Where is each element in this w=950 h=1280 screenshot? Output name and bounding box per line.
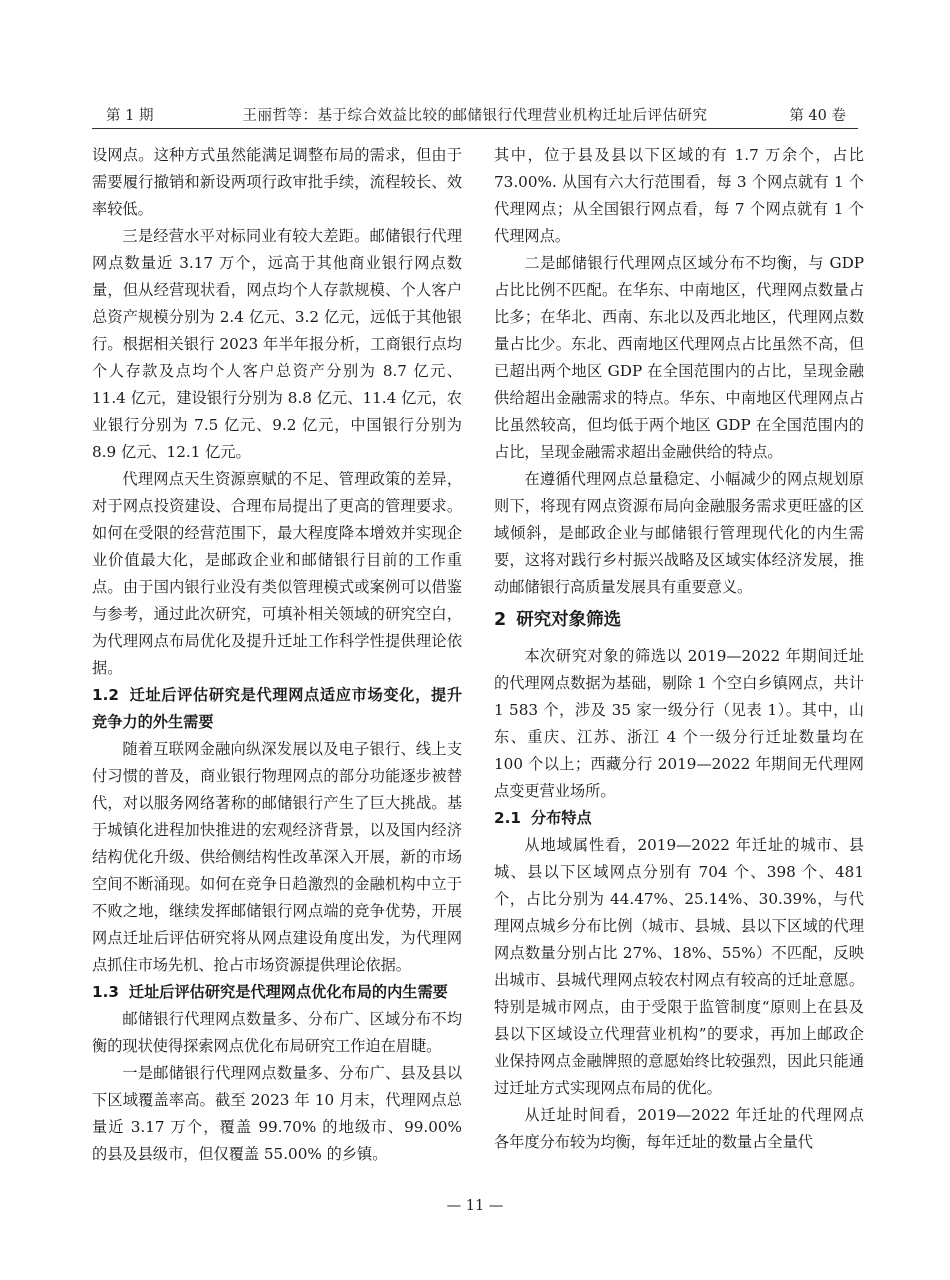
header-rule bbox=[92, 128, 858, 129]
section-number: 1.2 bbox=[92, 686, 119, 704]
paragraph: 代理网点天生资源禀赋的不足、管理政策的差异，对于网点投资建设、合理布局提出了更高的管理要求。如何在受限的经营范围下，最大程度降本增效并实现企业价值最大化，是邮政企业和邮储银行目前的工作重点。由于国内银行业没有类似管理模式或案例可以借鉴与参考，通过此次研究，可填补相关领域的研究空白，为代理网点布局优化及提升迁址工作科学性提供理论依据。 bbox=[92, 470, 462, 677]
issue-number: 第 1 期 bbox=[106, 108, 154, 124]
paragraph: 二是邮储银行代理网点区域分布不均衡，与 GDP 占比比例不匹配。在华东、中南地区，代理网点数量占比多；在华北、西南、东北以及西北地区，代理网点数量占比少。东北、西南地区代理网点占比虽然不高，但已超出两个地区 GDP 在全国范围内的占比，呈现金融供给超出金融需求的特点。华东、中南地区代理网点占比虽然较高，但均低于两个地区 GDP 在全国范围内的占比，呈现金融需求超出金融供给的特点。 bbox=[494, 254, 864, 461]
volume-number: 第 40 卷 bbox=[789, 108, 846, 124]
section-heading-1-3 bbox=[92, 979, 462, 1006]
section-heading-2-1 bbox=[494, 805, 864, 832]
paragraph: 三是经营水平对标同业有较大差距。邮储银行代理网点数量近 3.17 万个，远高于其他商业银行网点数量，但从经营现状看，网点均个人存款规模、个人客户总资产规模分别为 2.4 亿元、3.2 亿元，远低于其他银行。根据相关银行 2023 年半年报分析，工商银行点均个人存款及点均个人客户总资产分别为 8.7 亿元、11.4 亿元，建设银行分别为 8.8 亿元、11.4 亿元，农业银行分别为 7.5 亿元、9.2 亿元，中国银行分别为 8.9 亿元、12.1 亿元。 bbox=[92, 227, 462, 461]
section-number: 2 bbox=[494, 610, 507, 630]
paragraph: 一是邮储银行代理网点数量多、分布广、县及县以下区域覆盖率高。截至 2023 年 10 月末，代理网点总量近 3.17 万个，覆盖 99.70% 的地级市、99.00% 的县及县级市，但仅覆盖 55.00% 的乡镇。 bbox=[92, 1064, 462, 1163]
paragraph: 邮储银行代理网点数量多、分布广、区域分布不均衡的现状使得探索网点优化布局研究工作迫在眉睫。 bbox=[92, 1010, 462, 1055]
section-title: 分布特点 bbox=[530, 809, 592, 827]
page-number: — 11 — bbox=[446, 1198, 504, 1214]
section-title: 迁址后评估研究是代理网点优化布局的内生需要 bbox=[128, 983, 448, 1001]
paragraph: 从地域属性看，2019—2022 年迁址的城市、县城、县以下区域网点分别有 704 个、398 个、481 个，占比分别为 44.47%、25.14%、30.39%，与代理网点城乡分布比例（城市、县城、县以下区域的代理网点数量分别占比 27%、18%、55%）不匹配，反映出城市、县城代理网点较农村网点有较高的迁址意愿。特别是城市网点，由于受限于监管制度“原则上在县及县以下区域设立代理营业机构”的要求，再加上邮政企业保持网点金融牌照的意愿始终比较强烈，因此只能通过迁址方式实现网点布局的优化。 bbox=[494, 836, 864, 1097]
paragraph: 本次研究对象的筛选以 2019—2022 年期间迁址的代理网点数据为基础，剔除 1 个空白乡镇网点，共计 1 583 个，涉及 35 家一级分行（见表 1）。其中，山东、重庆、江苏、浙江 4 个一级分行迁址数量均在 100 个以上；西藏分行 2019—2022 年期间无代理网点变更营业场所。 bbox=[494, 647, 864, 800]
running-head bbox=[96, 102, 854, 126]
paragraph: 在遵循代理网点总量稳定、小幅减少的网点规划原则下，将现有网点资源布局向金融服务需求更旺盛的区域倾斜，是邮政企业与邮储银行管理现代化的内生需要，这将对践行乡村振兴战略及区域实体经济发展，推动邮储银行高质量发展具有重要意义。 bbox=[494, 470, 864, 596]
section-number: 1.3 bbox=[92, 983, 119, 1001]
right-column bbox=[494, 142, 864, 1156]
paragraph: 设网点。这种方式虽然能满足调整布局的需求，但由于需要履行撤销和新设两项行政审批手续，流程较长、效率较低。 bbox=[92, 146, 462, 218]
left-column bbox=[92, 142, 462, 1168]
section-title: 研究对象筛选 bbox=[516, 610, 622, 630]
paragraph: 随着互联网金融向纵深发展以及电子银行、线上支付习惯的普及，商业银行物理网点的部分功能逐步被替代，对以服务网络著称的邮储银行产生了巨大挑战。基于城镇化进程加快推进的宏观经济背景，以及国内经济结构优化升级、供给侧结构性改革深入开展，新的市场空间不断涌现。如何在竞争日趋激烈的金融机构中立于不败之地，继续发挥邮储银行网点端的竞争优势，开展网点迁址后评估研究将从网点建设角度出发，为代理网点抓住市场先机、抢占市场资源提供理论依据。 bbox=[92, 740, 462, 974]
section-heading-2 bbox=[494, 605, 864, 635]
paragraph: 从迁址时间看，2019—2022 年迁址的代理网点各年度分布较为均衡，每年迁址的数量占全量代 bbox=[494, 1106, 864, 1151]
article-running-title: 王丽哲等：基于综合效益比较的邮储银行代理营业机构迁址后评估研究 bbox=[242, 108, 708, 124]
section-number: 2.1 bbox=[494, 809, 521, 827]
section-heading-1-2 bbox=[92, 682, 462, 736]
section-title: 迁址后评估研究是代理网点适应市场变化，提升竞争力的外生需要 bbox=[92, 686, 462, 731]
paragraph: 其中，位于县及县以下区域的有 1.7 万余个，占比 73.00%. 从国有六大行范围看，每 3 个网点就有 1 个代理网点；从全国银行网点看，每 7 个网点就有 1 个代理网点。 bbox=[494, 146, 864, 245]
